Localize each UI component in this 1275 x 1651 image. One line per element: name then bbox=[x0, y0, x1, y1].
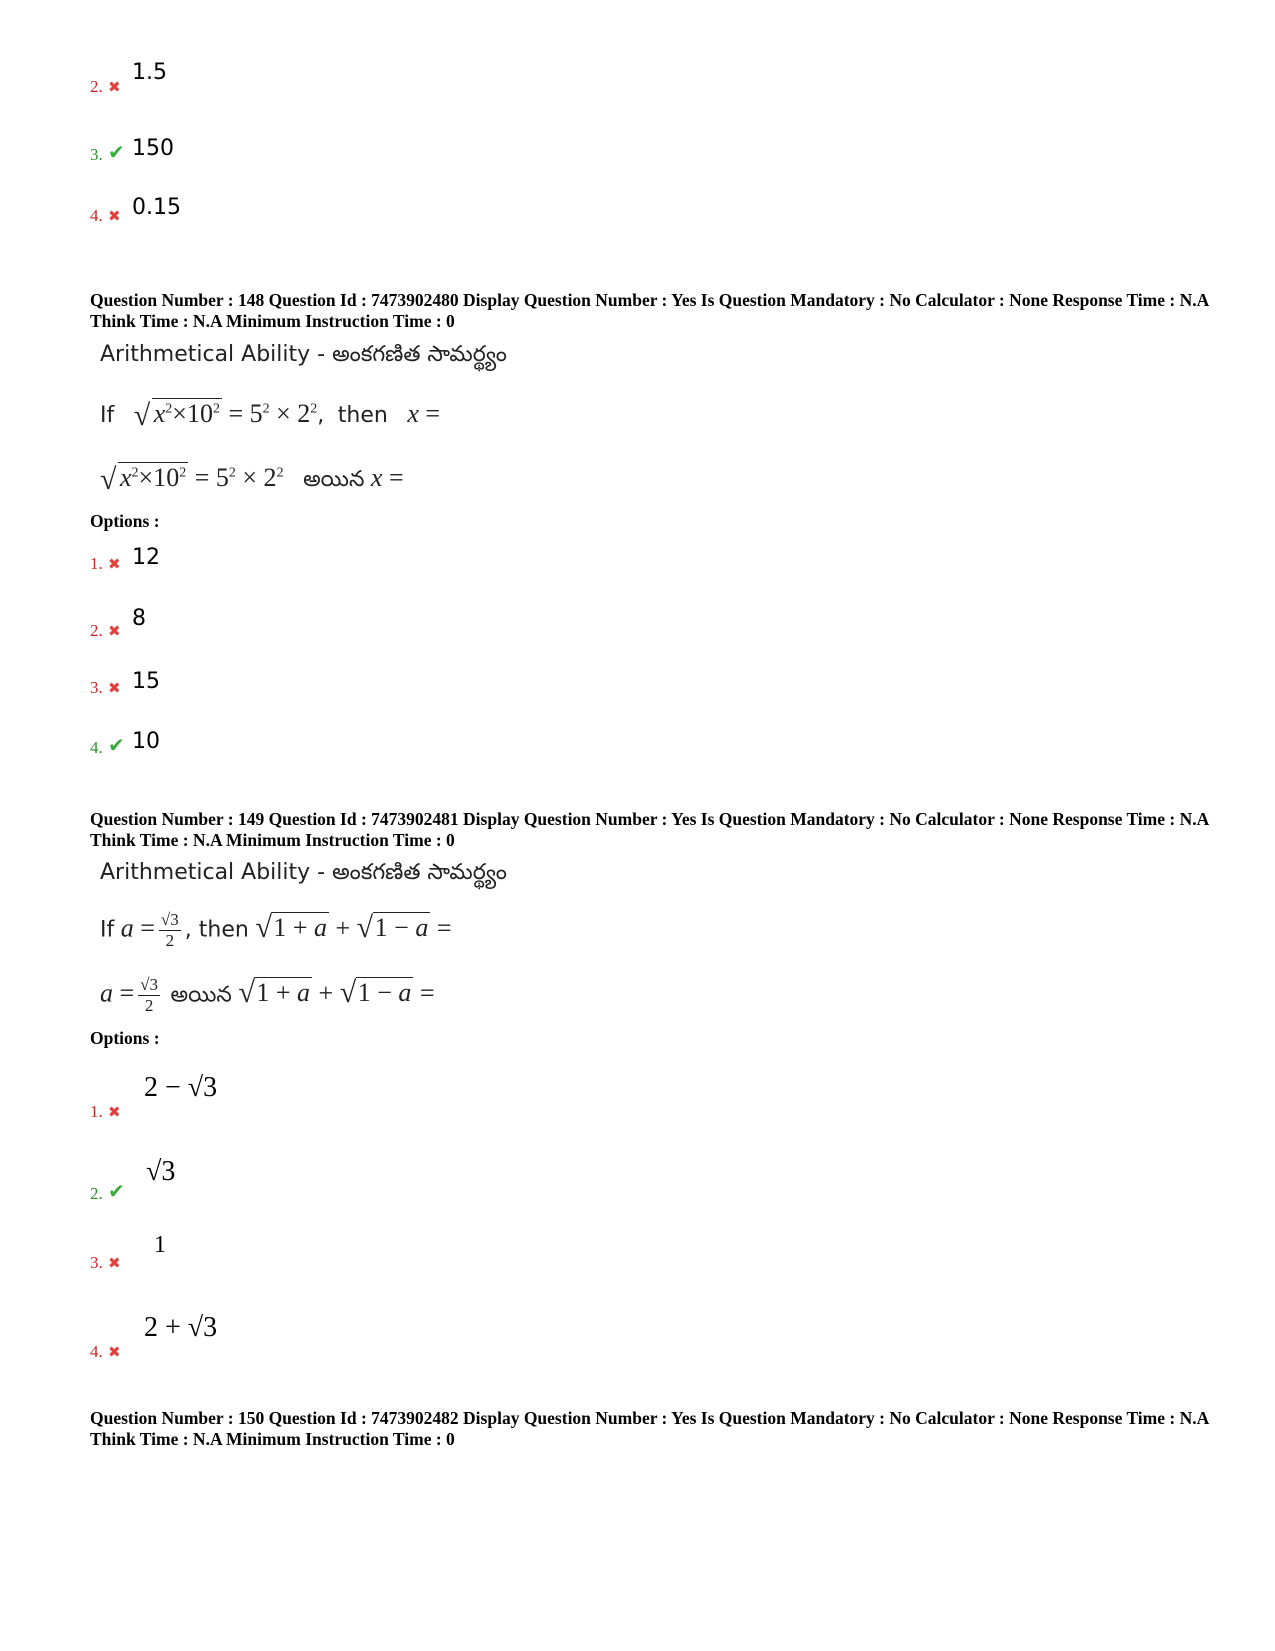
question-header: Question Number : 150 Question Id : 7473902482 Display Question Number : Yes Is Question Mandatory : No Calculator : None Response Time : N.A Think Time : N.A Minimum Instruction Time : 0 bbox=[90, 1408, 1209, 1449]
option-text: 8 bbox=[132, 606, 146, 631]
sqrt-expression: √ 1 − a bbox=[356, 911, 429, 945]
options-label: Options : bbox=[90, 511, 160, 531]
option-text: 1.5 bbox=[132, 60, 167, 85]
option-number: 4. bbox=[90, 1342, 103, 1361]
question-text-english: If √ $x^2\times 10^2 = 5^2 \times 2^2$, then x = bbox=[100, 399, 441, 432]
fraction-root3-over-2: $\frac{√3}{2}$ bbox=[140, 975, 159, 1015]
option-text: 12 bbox=[132, 545, 160, 570]
cross-icon: ✖ bbox=[108, 1256, 121, 1272]
option-text: 150 bbox=[132, 136, 174, 161]
then-label: then bbox=[337, 403, 388, 428]
option-number: 1. bbox=[90, 554, 103, 573]
option-row bbox=[90, 545, 160, 574]
option-row bbox=[90, 1072, 218, 1122]
cross-icon: ✖ bbox=[108, 624, 121, 640]
option-number: 4. bbox=[90, 206, 103, 225]
option-number: 4. bbox=[90, 738, 103, 757]
option-text: 1 bbox=[154, 1232, 166, 1258]
options-label: Options : bbox=[90, 1028, 160, 1048]
check-icon: ✔ bbox=[108, 142, 125, 164]
option-text: 0.15 bbox=[132, 195, 181, 220]
sqrt-expression: √ 1 + a bbox=[238, 976, 311, 1010]
question-header: Question Number : 148 Question Id : 7473902480 Display Question Number : Yes Is Question Mandatory : No Calculator : None Response Time : N.A Think Time : N.A Minimum Instruction Time : 0 bbox=[90, 290, 1209, 331]
question-text-telugu: a = $\frac{√3}{2}$ అయిన √ 1 + a + √ 1 − a = bbox=[100, 975, 435, 1015]
check-icon: ✔ bbox=[108, 735, 125, 757]
if-label: If bbox=[100, 403, 115, 428]
option-text: 10 bbox=[132, 729, 160, 754]
sqrt-expression: √ $x^2\times 10^2$ bbox=[100, 463, 187, 496]
option-row bbox=[90, 136, 174, 165]
cross-icon: ✖ bbox=[108, 80, 121, 96]
sqrt-expression: √ $x^2\times 10^2$ bbox=[133, 399, 220, 432]
option-number: 2. bbox=[90, 77, 103, 96]
if-label: If bbox=[100, 917, 115, 943]
sqrt-expression: √ 1 − a bbox=[339, 976, 412, 1010]
option-number: 2. bbox=[90, 1184, 103, 1203]
option-row bbox=[90, 1156, 176, 1204]
option-text: √3 bbox=[146, 1156, 176, 1187]
question-header: Question Number : 149 Question Id : 7473902481 Display Question Number : Yes Is Question Mandatory : No Calculator : None Response Time : N.A Think Time : N.A Minimum Instruction Time : 0 bbox=[90, 809, 1209, 850]
option-row bbox=[90, 1312, 218, 1362]
sqrt-expression: √ 1 + a bbox=[255, 911, 327, 945]
cross-icon: ✖ bbox=[108, 557, 121, 573]
telugu-if-label: అయిన bbox=[170, 982, 232, 1008]
question-text-english: If a = $\frac{√3}{2}$ , then √ 1 + a + √ 1 − a = bbox=[100, 910, 452, 950]
cross-icon: ✖ bbox=[108, 1345, 121, 1361]
then-label: then bbox=[198, 917, 249, 943]
telugu-if-label: అయిన bbox=[303, 467, 365, 492]
option-row bbox=[90, 606, 146, 641]
option-number: 1. bbox=[90, 1102, 103, 1121]
question-subject: Arithmetical Ability - అంకగణిత సామర్థ్యం bbox=[100, 342, 507, 367]
cross-icon: ✖ bbox=[108, 209, 121, 225]
question-text-telugu: √ $x^2\times 10^2 = 5^2 \times 2^2$ అయిన x = bbox=[100, 463, 404, 496]
option-number: 3. bbox=[90, 678, 103, 697]
check-icon: ✔ bbox=[108, 1181, 125, 1203]
option-row bbox=[90, 60, 167, 97]
option-row bbox=[90, 669, 160, 698]
option-row bbox=[90, 729, 160, 758]
question-subject: Arithmetical Ability - అంకగణిత సామర్థ్యం bbox=[100, 860, 507, 885]
fraction-root3-over-2: $\frac{√3}{2}$ bbox=[160, 910, 179, 950]
option-number: 2. bbox=[90, 621, 103, 640]
option-text: 15 bbox=[132, 669, 160, 694]
cross-icon: ✖ bbox=[108, 1105, 121, 1121]
option-row bbox=[90, 1232, 166, 1273]
option-number: 3. bbox=[90, 1253, 103, 1272]
option-row bbox=[90, 195, 181, 226]
option-text: 2 − √3 bbox=[144, 1072, 218, 1103]
option-text: 2 + √3 bbox=[144, 1312, 218, 1343]
option-number: 3. bbox=[90, 145, 103, 164]
cross-icon: ✖ bbox=[108, 681, 121, 697]
